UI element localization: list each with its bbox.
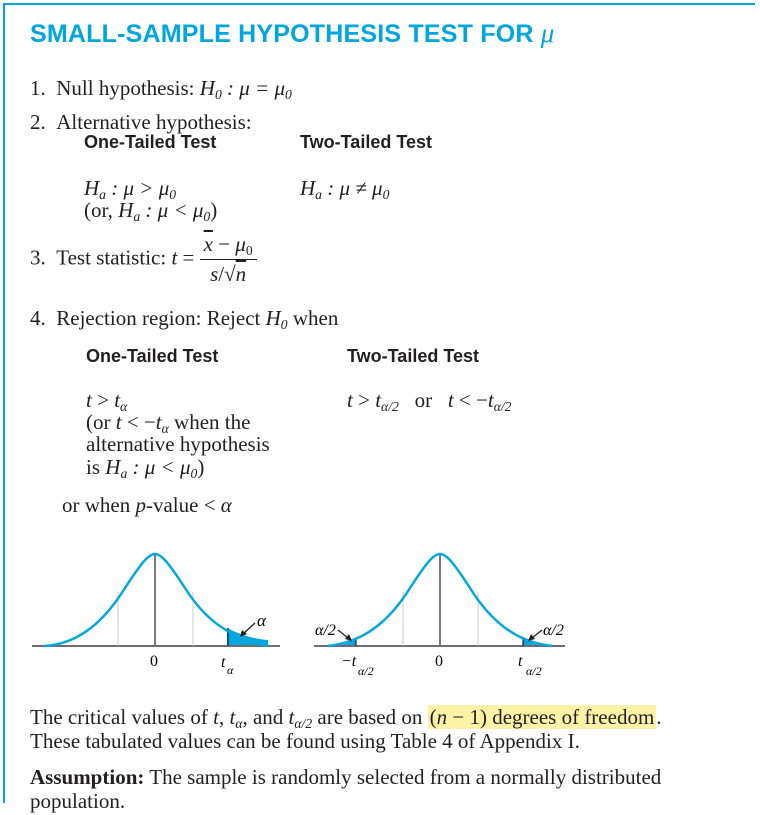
title-symbol: μ <box>540 18 555 48</box>
fraction-numerator: $\overline{x} - \mu_0$ <box>200 232 257 260</box>
assumption-line2: population. <box>30 789 126 813</box>
right-arrow-icon <box>532 630 542 638</box>
box-border-left <box>3 3 5 803</box>
t-label: t <box>518 653 523 670</box>
alt-one-tailed-line2: (or, $H_a$ : $\mu < \mu_0$) <box>84 198 218 225</box>
arrow-head-icon <box>528 634 535 641</box>
alt-two-tailed-header: Two-Tailed Test <box>300 132 433 152</box>
rej-one-tailed-line2: (or $t < -t_\alpha$ when the <box>86 410 251 437</box>
item-number: 2. <box>30 110 46 134</box>
pvalue-line: or when p-value < α <box>62 493 232 517</box>
box-title <box>30 18 555 49</box>
alpha-label: α <box>257 611 266 630</box>
item-label: Alternative hypothesis: <box>56 110 252 134</box>
rej-one-tailed-line4: is $H_a$ : $\mu < \mu_0$) <box>86 455 205 482</box>
zero-label: 0 <box>435 653 443 670</box>
two-tailed-distribution-figure <box>290 520 590 680</box>
table-reference-note: These tabulated values can be found using Table 4 of Appendix I. <box>30 729 580 753</box>
item-label: Rejection region: Reject <box>56 306 266 330</box>
assumption-label: Assumption: <box>30 765 145 789</box>
right-area-label: α/2 <box>543 622 564 639</box>
arrow-head-icon <box>345 634 352 641</box>
item-rejection-region: 4. Rejection region: Reject $H_0$ when <box>30 306 339 333</box>
left-arrow-icon <box>338 630 348 638</box>
null-hypothesis-math: $H_0$ : $\mu = \mu_0$ <box>199 76 292 103</box>
degrees-of-freedom-highlight: (n − 1) degrees of freedom <box>429 705 655 729</box>
t-alpha-subscript: α <box>227 663 234 677</box>
item-test-statistic: 3. Test statistic: t = $\frac{\overline{x} - \mu_0}{s/√n}$ <box>30 232 257 287</box>
zero-label: 0 <box>150 653 158 670</box>
item-number: 4. <box>30 306 46 330</box>
rej-one-tailed-line1: $t > t_\alpha$ <box>86 388 128 415</box>
rej-two-tailed-line: $t > t_{\alpha/2}$ or $t < -t_{\alpha/2}$ <box>347 388 512 415</box>
t-alpha-label: t <box>221 654 226 671</box>
alt-two-tailed-line1: $H_a$ : $\mu \ne \mu_0$ <box>300 176 390 203</box>
left-area-label: α/2 <box>315 622 336 639</box>
item-label: Test statistic: <box>56 245 172 270</box>
test-statistic-fraction <box>200 232 257 287</box>
rej-one-tailed-header: One-Tailed Test <box>86 346 219 366</box>
item-number: 1. <box>30 76 46 100</box>
title-text: SMALL-SAMPLE HYPOTHESIS TEST FOR <box>30 20 541 48</box>
critical-values-note: The critical values of t, $t_\alpha$, and $t_{\alpha/2}$ are based on (n − 1) degrees of freedom. <box>30 705 662 732</box>
item-null-hypothesis <box>30 76 292 101</box>
neg-t-label: −t <box>341 653 357 670</box>
rej-two-tailed-header: Two-Tailed Test <box>347 346 480 366</box>
period: . <box>656 705 662 729</box>
neg-t-subscript: α/2 <box>358 664 374 678</box>
item-number: 3. <box>30 245 46 270</box>
rej-one-tailed-line3: alternative hypothesis <box>86 432 270 456</box>
item-suffix: when <box>287 306 339 330</box>
alt-one-tailed-line1: $H_a$ : $\mu > \mu_0$ <box>84 176 177 203</box>
assumption-text: The sample is randomly selected from a normally distributed <box>144 765 662 789</box>
one-tailed-distribution-figure <box>0 520 300 680</box>
fraction-denominator: s/√n <box>210 262 247 286</box>
alt-one-tailed-header: One-Tailed Test <box>84 132 217 152</box>
item-label: Null hypothesis: <box>56 76 200 100</box>
box-border-top <box>3 3 755 5</box>
t-subscript: α/2 <box>526 664 542 678</box>
assumption-line <box>30 765 661 790</box>
